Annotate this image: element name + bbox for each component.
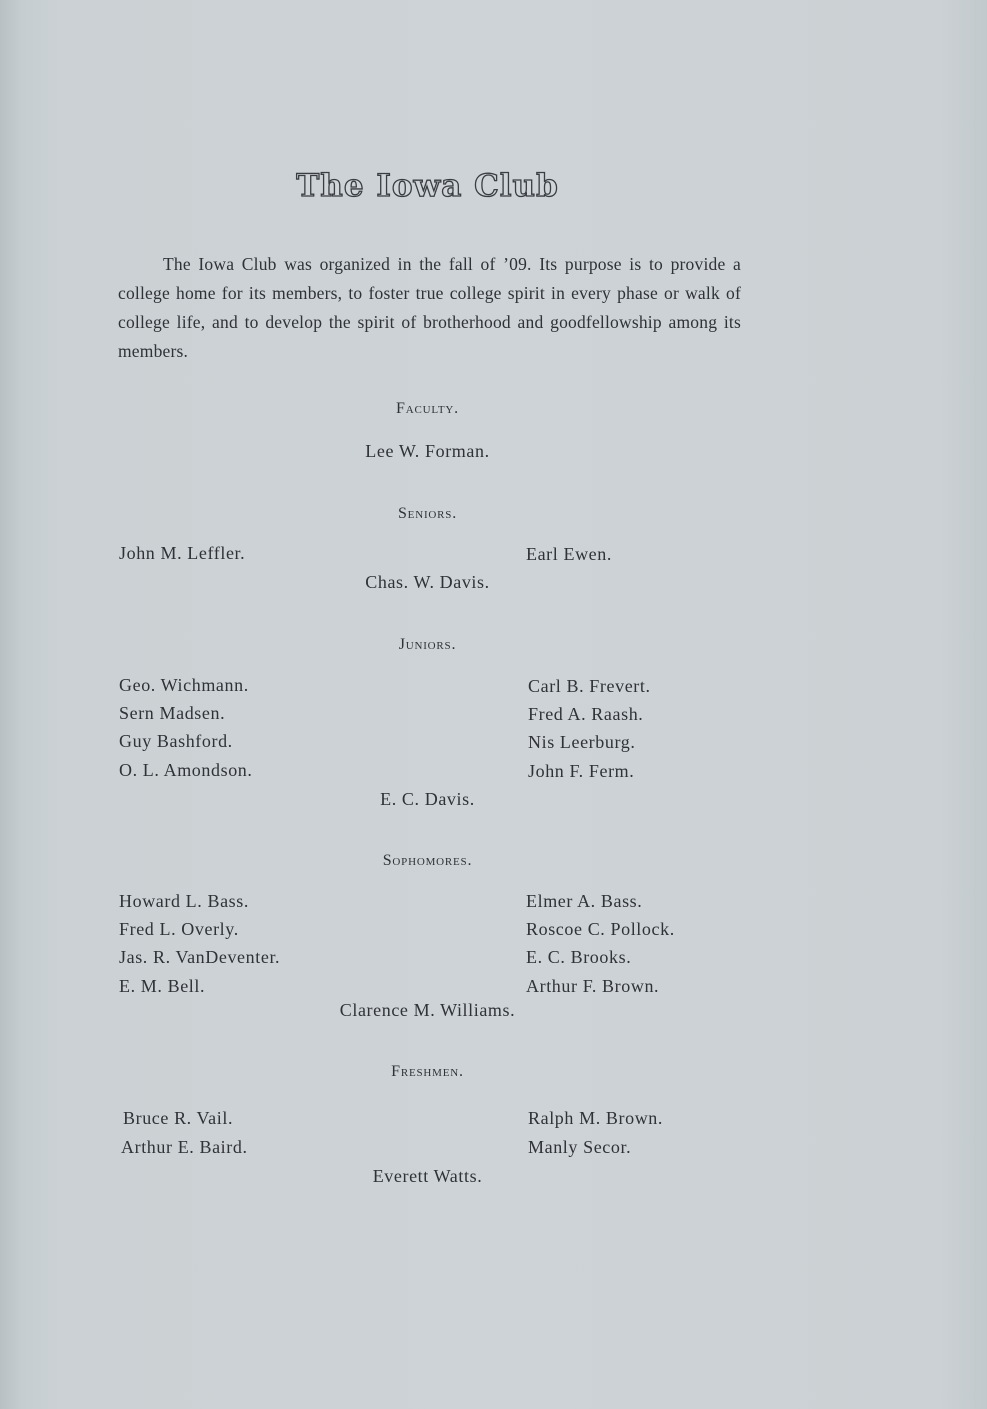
freshman-name: Arthur E. Baird.: [121, 1137, 248, 1157]
sophomore-name: Arthur F. Brown.: [526, 976, 660, 996]
juniors-heading: Juniors.: [398, 636, 457, 653]
freshman-name: Ralph M. Brown.: [528, 1108, 663, 1128]
sophomore-name-center: Clarence M. Williams.: [339, 1000, 516, 1020]
faculty-name: Lee W. Forman.: [365, 441, 490, 461]
sophomores-heading: Sophomores.: [382, 852, 473, 869]
freshman-name: Manly Secor.: [528, 1137, 632, 1157]
sophomore-name: Roscoe C. Pollock.: [526, 919, 675, 939]
freshman-name: Bruce R. Vail.: [123, 1108, 234, 1128]
intro-paragraph: The Iowa Club was organized in the fall of ’09. Its purpose is to provide a college home for its members, to foster true college spirit in every phase or walk of college life, and to develop the spirit of brotherhood and goodfellowship among its members.: [118, 254, 741, 361]
sophomore-name: E. C. Brooks.: [526, 947, 632, 967]
junior-name: Geo. Wichmann.: [119, 675, 249, 695]
junior-name: Guy Bashford.: [119, 731, 233, 751]
junior-name: Carl B. Frevert.: [528, 676, 651, 696]
junior-name: Nis Leerburg.: [528, 732, 636, 752]
sophomore-name: Jas. R. VanDeventer.: [119, 947, 281, 967]
page-title: The Iowa Club: [296, 168, 559, 204]
junior-name: Sern Madsen.: [119, 703, 226, 723]
freshmen-heading: Freshmen.: [391, 1063, 464, 1080]
sophomore-name: Howard L. Bass.: [119, 891, 249, 911]
freshman-name-center: Everett Watts.: [372, 1166, 483, 1186]
sophomore-name: E. M. Bell.: [119, 976, 206, 996]
junior-name-center: E. C. Davis.: [380, 789, 475, 809]
junior-name: John F. Ferm.: [528, 761, 635, 781]
senior-name: John M. Leffler.: [119, 543, 246, 563]
senior-name-center: Chas. W. Davis.: [365, 572, 490, 592]
senior-name: Earl Ewen.: [526, 544, 612, 564]
sophomore-name: Fred L. Overly.: [119, 919, 239, 939]
junior-name: O. L. Amondson.: [119, 760, 253, 780]
faculty-heading: Faculty.: [396, 400, 459, 417]
sophomore-name: Elmer A. Bass.: [526, 891, 643, 911]
junior-name: Fred A. Raash.: [528, 704, 644, 724]
seniors-heading: Seniors.: [397, 505, 458, 522]
